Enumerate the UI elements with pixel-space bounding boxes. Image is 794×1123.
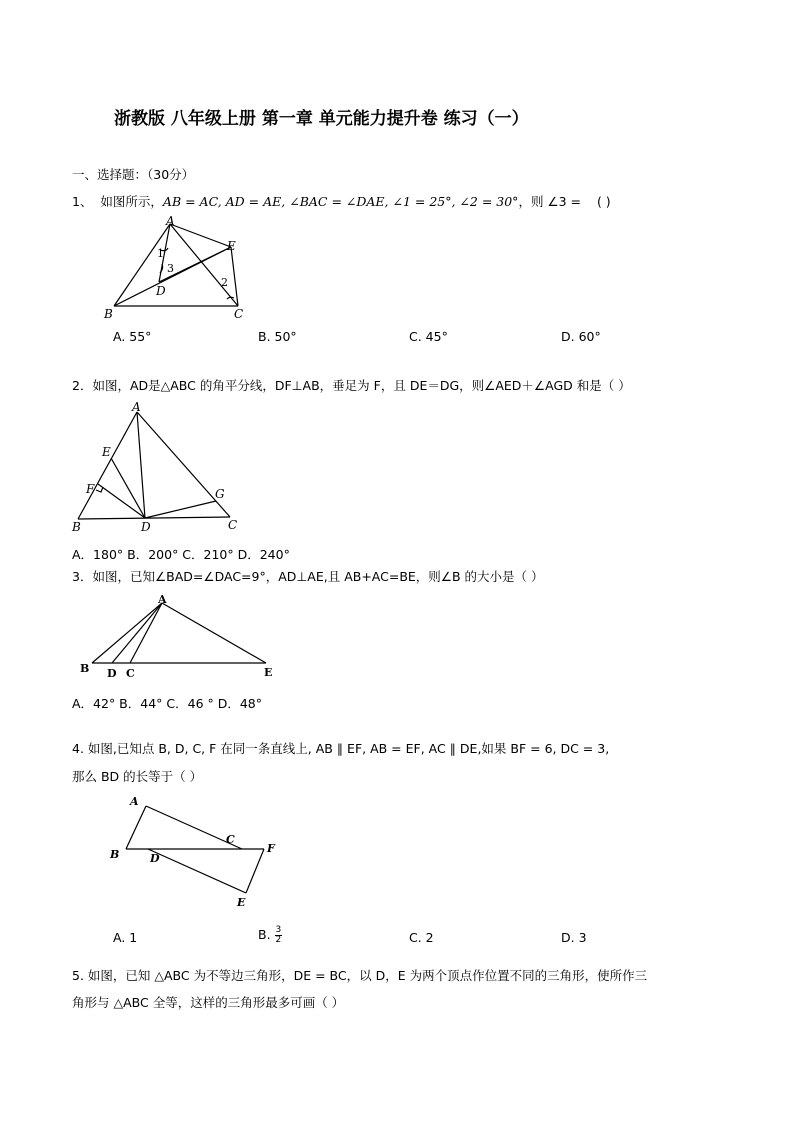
question-2-text: 2．如图，AD是△ABC 的角平分线，DF⊥AB，垂足为 F，且 DE＝DG，则∠AED＋∠AGD 和是（ ） <box>72 378 631 393</box>
q3-options: A．42° B．44° C．46 ° D．48° <box>72 696 262 711</box>
fig1-label-D: D <box>156 284 166 298</box>
figure-q2 <box>66 398 256 538</box>
fig2-label-C: C <box>228 518 238 532</box>
question-1-pre: 如图所示， <box>100 194 163 209</box>
fig3-label-A: A <box>158 593 167 606</box>
fig3-label-C: C <box>126 667 135 680</box>
fig4-label-E: E <box>237 896 246 909</box>
q1-option-b: B. 50° <box>258 329 297 344</box>
q4-option-b-fraction <box>275 926 283 945</box>
fig1-angle-2: 2 <box>221 276 228 289</box>
question-1-text <box>72 192 611 210</box>
figure-q3 <box>76 590 286 680</box>
fig1-label-A: A <box>166 214 175 228</box>
q4-option-b-letter: B. <box>258 927 271 942</box>
q1-option-c: C. 45° <box>409 329 448 344</box>
fig4-label-C: C <box>226 833 235 846</box>
section-header: 一、选择题：（30分） <box>72 167 195 182</box>
fig4-label-B: B <box>110 848 120 861</box>
fig1-label-E: E <box>227 239 236 253</box>
q4-option-b <box>258 926 282 945</box>
fraction-denominator: 2 <box>275 935 282 945</box>
q2-options: A．180° B．200° C．210° D．240° <box>72 547 290 562</box>
answer-paren: ( ) <box>596 194 611 209</box>
question-5-line1: 5. 如图，已知 △ABC 为不等边三角形，DE = BC，以 D，E 为两个顶点作位置不同的三角形，使所作三 <box>72 968 648 983</box>
fig1-angle-3: 3 <box>167 262 174 275</box>
fig3-label-D: D <box>107 667 117 680</box>
fig1-angle-1: 1 <box>157 247 164 260</box>
question-1-math: AB = AC, AD = AE, ∠BAC = ∠DAE, ∠1 = 25°, ∠2 = 30° <box>162 194 519 209</box>
fig2-label-G: G <box>215 487 225 501</box>
fraction-numerator: 3 <box>275 925 282 935</box>
fig1-label-B: B <box>104 307 113 321</box>
page-title: 浙教版 八年级上册 第一章 单元能力提升卷 练习（一） <box>114 109 529 129</box>
q4-option-c: C. 2 <box>409 930 434 945</box>
q1-option-a: A. 55° <box>113 329 152 344</box>
fig2-label-B: B <box>72 520 81 534</box>
fig2-label-A: A <box>132 400 141 414</box>
question-5-line2: 角形与 △ABC 全等，这样的三角形最多可画（ ） <box>72 995 345 1010</box>
q4-option-a: A. 1 <box>113 930 138 945</box>
fig4-label-F: F <box>267 842 275 855</box>
fig3-label-E: E <box>264 666 273 679</box>
question-1-number: 1、 <box>72 194 93 209</box>
question-1-post: ，则 ∠3 = <box>518 194 582 209</box>
figure-q4 <box>106 792 286 910</box>
fig1-label-C: C <box>234 307 244 321</box>
question-4-line2: 那么 BD 的长等于（ ） <box>72 769 203 784</box>
fig2-label-E: E <box>102 445 111 459</box>
fig3-label-B: B <box>80 662 90 675</box>
fig2-label-F: F <box>86 482 95 496</box>
q4-option-d: D. 3 <box>561 930 587 945</box>
q1-option-d: D. 60° <box>561 329 601 344</box>
question-4-line1: 4. 如图,已知点 B, D, C, F 在同一条直线上, AB ∥ EF, AB = EF, AC ∥ DE,如果 BF = 6, DC = 3, <box>72 741 610 756</box>
fig4-label-D: D <box>150 852 160 865</box>
question-3-text: 3．如图，已知∠BAD=∠DAC=9°，AD⊥AE,且 AB+AC=BE，则∠B 的大小是（ ） <box>72 569 544 584</box>
fig2-label-D: D <box>141 520 151 534</box>
figure-q1 <box>100 212 260 322</box>
fig4-label-A: A <box>130 795 139 808</box>
